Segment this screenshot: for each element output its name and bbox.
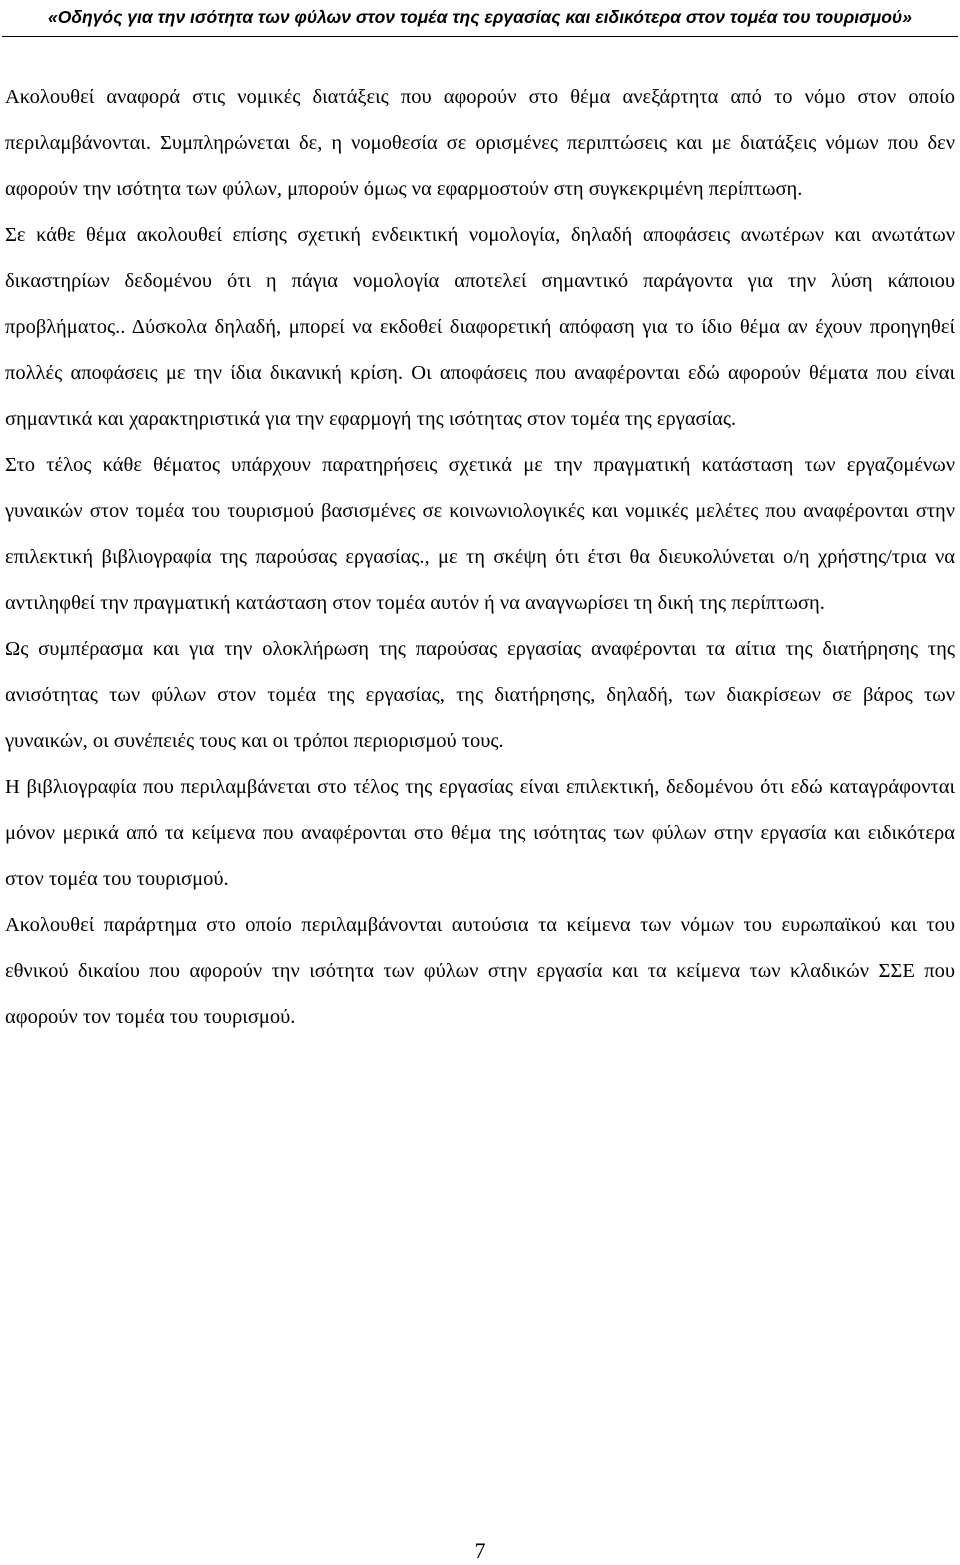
document-body [5, 74, 955, 1040]
header-divider [2, 36, 958, 37]
page-number: 7 [474, 1538, 486, 1563]
paragraph-conclusion: Ως συμπέρασμα και για την ολοκλήρωση της παρούσας εργασίας αναφέρονται τα αίτια της διατήρησης της ανισότητας των φύλων στον τομέα της εργασίας, της διατήρησης, δηλαδή, των διακρίσεων σε βάρος των γυναικών, οι συνέπειές τους και οι τρόποι περιορισμού τους. [5, 638, 955, 752]
paragraph-bibliography: Η βιβλιογραφία που περιλαμβάνεται στο τέλος της εργασίας είναι επιλεκτική, δεδομένου ότι εδώ καταγράφονται μόνον μερικά από τα κείμενα που αναφέρονται στο θέμα της ισότητας των φύλων στην εργασία και ειδικότερα στον τομέα του τουρισμού. [5, 776, 955, 890]
paragraph-legal-provisions: Ακολουθεί αναφορά στις νομικές διατάξεις που αφορούν στο θέμα ανεξάρτητα από το νόμο στον οποίο περιλαμβάνονται. Συμπληρώνεται δε, η νομοθεσία σε ορισμένες περιπτώσεις και με διατάξεις νόμων που δεν αφορούν την ισότητα των φύλων, μπορούν όμως να εφαρμοστούν στη συγκεκριμένη περίπτωση. [5, 86, 955, 200]
running-header: «Οδηγός για την ισότητα των φύλων στον τομέα της εργασίας και ειδικότερα στον τομέα του τουρισμού» [47, 7, 912, 27]
paragraph-observations: Στο τέλος κάθε θέματος υπάρχουν παρατηρήσεις σχετικά με την πραγματική κατάσταση των εργαζομένων γυναικών στον τομέα του τουρισμού βασισμένες σε κοινωνιολογικές και νομικές μελέτες που αναφέρονται στην επιλεκτική βιβλιογραφία της παρούσας εργασίας., με τη σκέψη ότι έτσι θα διευκολύνεται ο/η χρήστης/τρια να αντιληφθεί την πραγματική κατάσταση στον τομέα αυτόν ή να αναγνωρίσει τη δική της περίπτωση. [5, 454, 955, 614]
paragraph-case-law: Σε κάθε θέμα ακολουθεί επίσης σχετική ενδεικτική νομολογία, δηλαδή αποφάσεις ανωτέρων και ανωτάτων δικαστηρίων δεδομένου ότι η πάγια νομολογία αποτελεί σημαντικό παράγοντα για την λύση κάποιου προβλήματος.. Δύσκολα δηλαδή, μπορεί να εκδοθεί διαφορετική απόφαση για το ίδιο θέμα αν έχουν προηγηθεί πολλές αποφάσεις με την ίδια δικανική κρίση. Οι αποφάσεις που αναφέρονται εδώ αφορούν θέματα που είναι σημαντικά και χαρακτηριστικά για την εφαρμογή της ισότητας στον τομέα της εργασίας. [5, 224, 955, 430]
paragraph-appendix: Ακολουθεί παράρτημα στο οποίο περιλαμβάνονται αυτούσια τα κείμενα των νόμων του ευρωπαϊκού και του εθνικού δικαίου που αφορούν την ισότητα των φύλων στην εργασία και τα κείμενα των κλαδικών ΣΣΕ που αφορούν τον τομέα του τουρισμού. [5, 914, 955, 1028]
